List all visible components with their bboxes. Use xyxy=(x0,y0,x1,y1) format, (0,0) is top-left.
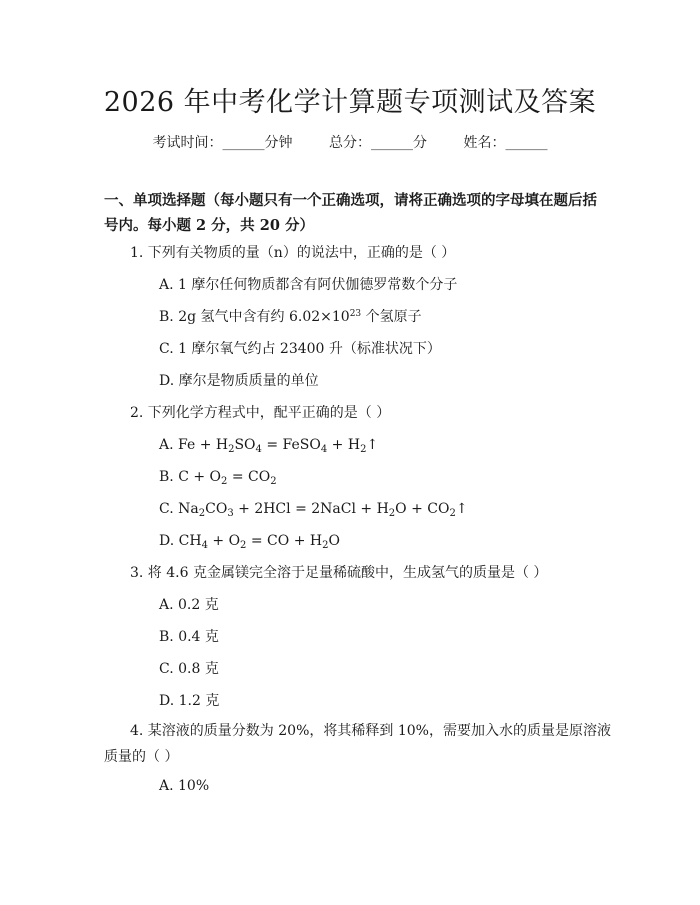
question-4-option-a: A. 10% xyxy=(159,778,210,794)
question-3-option-b: B. 0.4 克 xyxy=(159,629,219,645)
question-1-option-c: C. 1 摩尔氧气约占 23400 升（标准状况下） xyxy=(159,341,441,357)
question-2-option-c: C. $Na_2CO_3 + 2HCl$ = 2NaCl + $H_2O$ + $CO_2↑$ xyxy=(159,501,468,519)
option-b-text: B. 2g 氢气中含有约 6.02×10 xyxy=(159,309,350,325)
question-1-stem: 1. 下列有关物质的量（n）的说法中，正确的是（ ） xyxy=(130,245,456,261)
question-1-option-b xyxy=(159,307,422,327)
question-3-option-c: C. 0.8 克 xyxy=(159,661,219,677)
exam-meta xyxy=(0,132,700,152)
section-heading: 一、单项选择题（每小题只有一个正确选项，请将正确选项的字母填在题后括号内。每小题 2 分，共 20 分） xyxy=(104,192,597,234)
option-b-text-tail: 个氢原子 xyxy=(361,309,422,325)
question-4-stem: 4. 某溶液的质量分数为 20%，将其稀释到 10%，需要加入水的质量是原溶液质量的（ ） xyxy=(104,723,611,765)
question-2-stem: 2. 下列化学方程式中，配平正确的是（ ） xyxy=(130,405,391,421)
question-2-option-d: D. $CH_4 + O_2$ = CO + $H_2O$ xyxy=(159,533,340,551)
question-3-option-d: D. 1.2 克 xyxy=(159,693,220,709)
question-1-option-d: D. 摩尔是物质质量的单位 xyxy=(159,373,319,389)
name-field: 姓名：______ xyxy=(463,135,548,151)
question-2-option-a: A. $Fe + H_2SO_4$ = FeSO$_4$ + $H_2↑$ xyxy=(159,437,379,455)
option-b-exponent: 23 xyxy=(349,309,362,319)
document-title: 2026 年中考化学计算题专项测试及答案 xyxy=(103,87,597,118)
question-1-option-a: A. 1 摩尔任何物质都含有阿伏伽德罗常数个分子 xyxy=(159,277,458,293)
question-3-stem: 3. 将 4.6 克金属镁完全溶于足量稀硫酸中，生成氢气的质量是（ ） xyxy=(130,565,548,581)
question-3-option-a: A. 0.2 克 xyxy=(159,597,219,613)
question-2-option-b: B. $C + O_2 = CO_2$ xyxy=(159,469,277,487)
total-score-field: 总分：______分 xyxy=(329,135,427,151)
exam-time-field: 考试时间：______分钟 xyxy=(152,135,293,151)
